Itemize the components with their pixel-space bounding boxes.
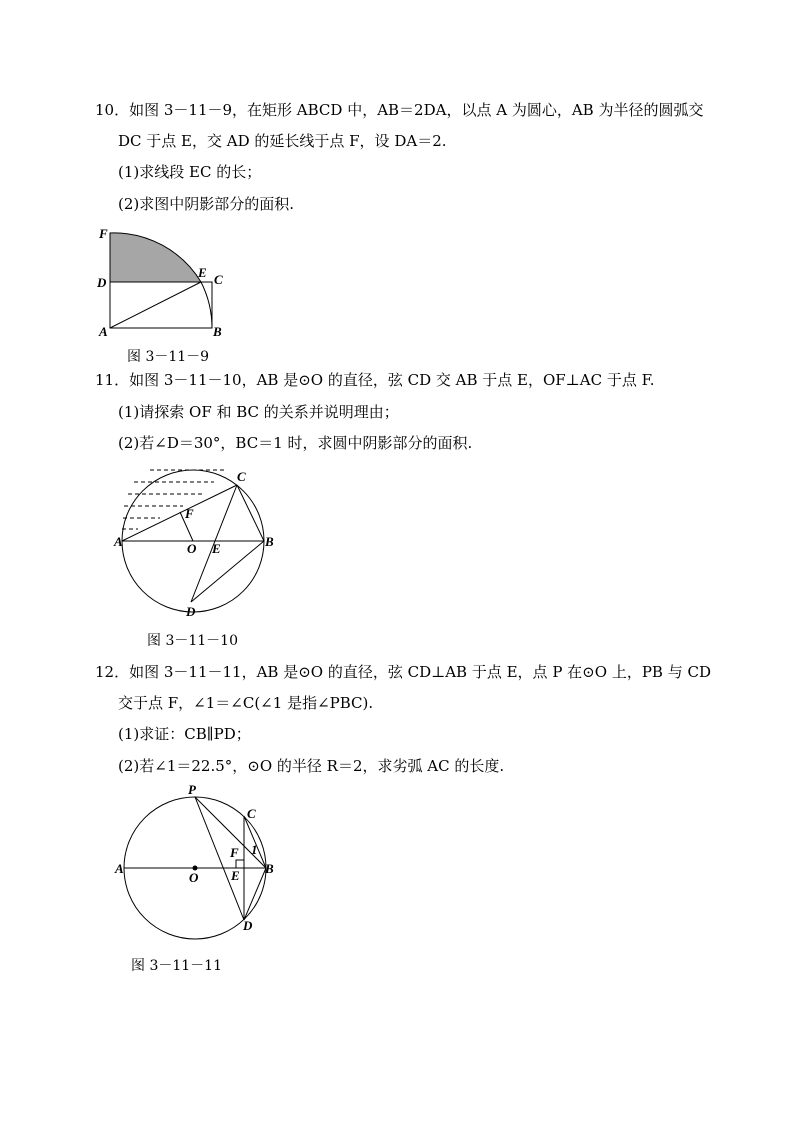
problem-11-part-2: (2)若∠D＝30°，BC＝1 时，求圆中阴影部分的面积. [118, 434, 473, 452]
label-F: F [185, 506, 194, 521]
figure-caption-3-11-11: 图 3－11－11 [131, 958, 222, 974]
problem-10-part-1: (1)求线段 EC 的长； [118, 163, 262, 181]
figure-caption-3-11-10: 图 3－11－10 [147, 633, 238, 649]
label-O: O [189, 870, 199, 885]
label-A: A [99, 324, 108, 339]
label-E: E [198, 265, 207, 280]
label-D: D [97, 275, 107, 290]
problem-10-line-1: 10．如图 3－11－9，在矩形 ABCD 中，AB＝2DA，以点 A 为圆心，AB 为半径的圆弧交 [95, 101, 704, 119]
problem-10-line-2: DC 于点 E，交 AD 的延长线于点 F，设 DA＝2. [118, 132, 447, 150]
label-B: B [265, 861, 274, 876]
problem-12-line-1: 12．如图 3－11－11，AB 是⊙O 的直径，弦 CD⊥AB 于点 E，点 P 在⊙O 上，PB 与 CD [95, 663, 711, 681]
label-E: E [231, 868, 240, 883]
label-angle-1: 1 [251, 842, 258, 857]
label-C: C [214, 272, 223, 287]
label-A: A [114, 534, 123, 549]
right-angle-mark [236, 860, 244, 868]
segment-db [244, 868, 266, 920]
label-O: O [187, 541, 197, 556]
problem-11-line-1: 11．如图 3－11－10，AB 是⊙O 的直径，弦 CD 交 AB 于点 E，OF⊥AC 于点 F. [95, 371, 655, 389]
problem-12-part-2: (2)若∠1＝22.5°，⊙O 的半径 R＝2，求劣弧 AC 的长度. [118, 757, 505, 775]
label-B: B [265, 534, 274, 549]
label-P: P [188, 782, 196, 797]
label-C: C [237, 469, 246, 484]
label-F: F [99, 226, 108, 241]
label-D: D [243, 918, 253, 933]
label-D: D [186, 604, 196, 619]
problem-11-part-1: (1)请探索 OF 和 BC 的关系并说明理由； [118, 403, 399, 421]
problem-10-part-2: (2)求图中阴影部分的面积. [118, 195, 295, 213]
label-F: F [230, 845, 239, 860]
label-E: E [212, 541, 221, 556]
label-A: A [115, 861, 124, 876]
label-B: B [213, 324, 222, 339]
figure-caption-3-11-9: 图 3－11－9 [127, 349, 210, 365]
problem-12-line-2: 交于点 F，∠1＝∠C(∠1 是指∠PBC). [118, 694, 374, 712]
label-C: C [247, 806, 256, 821]
problem-12-part-1: (1)求证：CB∥PD； [118, 725, 251, 743]
